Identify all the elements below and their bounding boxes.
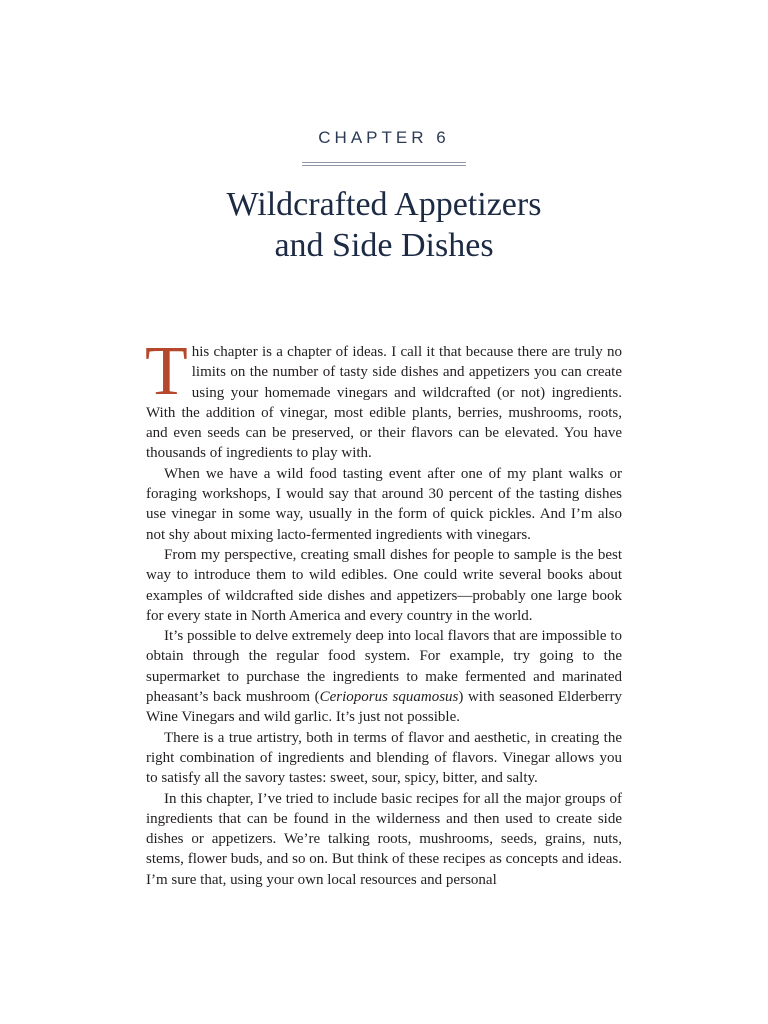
paragraph-2: When we have a wild food tasting event after one of my plant walks or foraging workshops, I would say that around 30 percent of the tasting dishes use vinegar in some way, usually in the form of quick pickles. And I’m also not shy about mixing lacto-fermented ingredients with vinegars. — [146, 465, 622, 543]
paragraph-1 — [145, 333, 622, 464]
scientific-name: Cerioporus squamosus — [319, 689, 459, 706]
paragraph-6: In this chapter, I’ve tried to include basic recipes for all the major groups of ingredients that can be found in the wilderness and then used to create side dishes or appetizers. We’re talking roots, mushrooms, seeds, grains, nuts, stems, flower buds, and so on. But think of these recipes as concepts and ideas. I’m sure that, using your own local resources and personal — [146, 790, 622, 888]
body-text — [145, 333, 622, 890]
chapter-divider — [302, 162, 466, 166]
paragraph-4-text-a: It’s possible to delve extremely deep into local flavors that are impossible to obtain through the regular food system. For example, try going to the supermarket to purchase the ingredients to make fermented and marinated pheasant’s back mushroom ( — [146, 628, 622, 706]
chapter-title — [0, 184, 768, 266]
paragraph-4 — [146, 626, 622, 727]
paragraph-3: From my perspective, creating small dishes for people to sample is the best way to introduce them to wild edibles. One could write several books about examples of wildcrafted side dishes and appetizers—probably one large book for every state in North America and every country in the world. — [146, 546, 622, 624]
paragraph-4-text-b: ) with seasoned Elderberry Wine Vinegars and wild garlic. It’s just not possible. — [146, 689, 622, 726]
paragraph-5: There is a true artistry, both in terms of flavor and aesthetic, in creating the right combination of ingredients and blending of flavors. Vinegar allows you to satisfy all the savory tastes: sweet, sour, spicy, bitter, and salty. — [146, 729, 622, 787]
paragraph-1-text: his chapter is a chapter of ideas. I call it that because there are truly no limits on the number of tasty side dishes and appetizers you can create using your homemade vinegars and wildcrafted (or not) ingredients. With the addition of vinegar, most edible plants, berries, mushrooms, roots, and even seeds can be preserved, or their flavors can be elevated. You have thousands of ingredients to play with. — [146, 344, 622, 462]
chapter-label: CHAPTER 6 — [318, 128, 450, 147]
chapter-title-line-1: Wildcrafted Appetizers — [226, 186, 542, 223]
drop-cap: T — [145, 333, 188, 410]
chapter-title-line-2: and Side Dishes — [274, 227, 494, 264]
